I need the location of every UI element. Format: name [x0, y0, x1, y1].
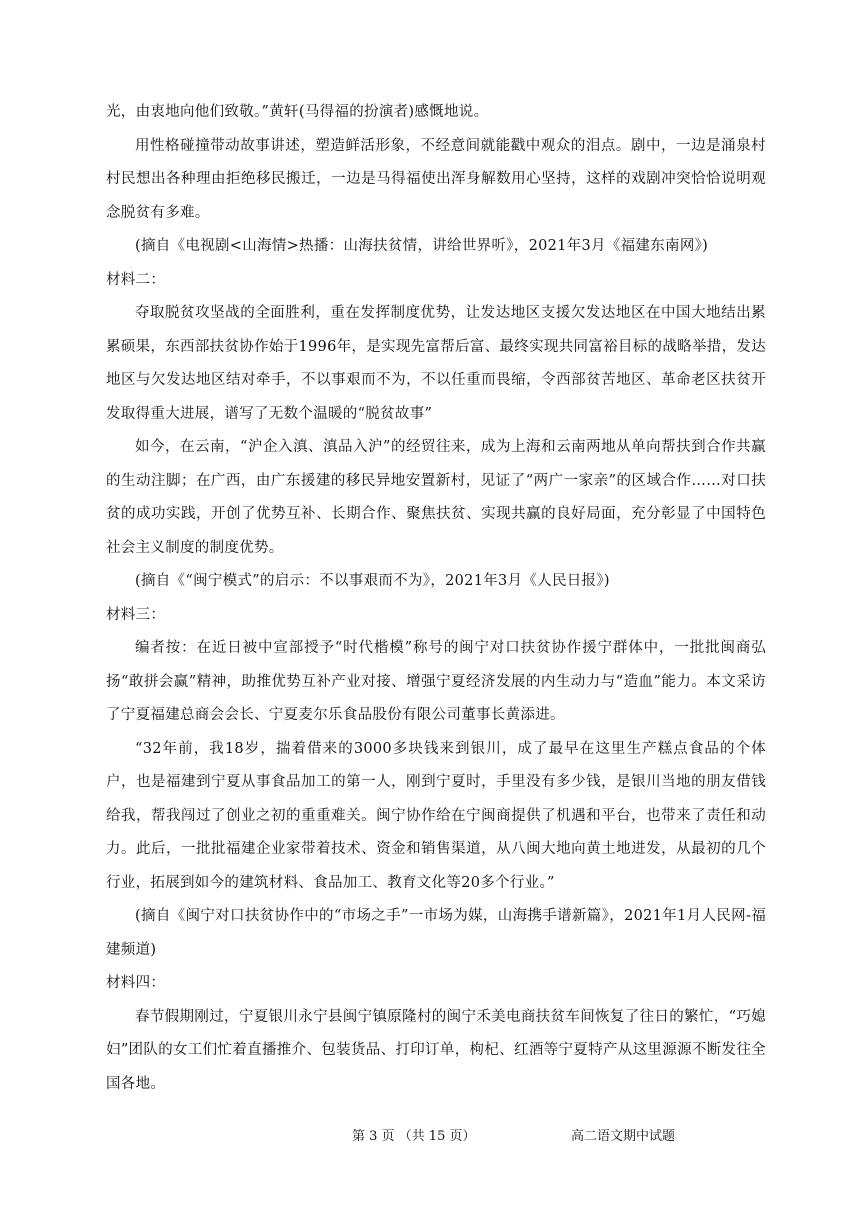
body-paragraph: 春节假期刚过，宁夏银川永宁县闽宁镇原隆村的闽宁禾美电商扶贫车间恢复了往日的繁忙，“巧媳妇”团队的女工们忙着直播推介、包装货品、打印订单，枸杞、红酒等宁夏特产从这里源源不断发往全国各地。 — [106, 1008, 766, 1092]
section-heading-material-4: 材料四： — [106, 975, 166, 991]
quote-paragraph: “32年前，我18岁，揣着借来的3000多块钱来到银川，成了最早在这里生产糕点食品的个体户，也是福建到宁夏从事食品加工的第一人，刚到宁夏时，手里没有多少钱，是银川当地的朋友借钱给我，帮我闯过了创业之初的重重难关。闽宁协作给在宁闽商提供了机遇和平台，也带来了责任和动力。此后，一批批福建企业家带着技术、资金和销售渠道，从八闽大地向黄土地进发，从最初的几个行业，拓展到如今的建筑材料、食品加工、教育文化等20多个行业。” — [106, 740, 766, 891]
page-number: 第 3 页 （共 15 页） — [352, 1129, 476, 1144]
section-heading-material-3: 材料三： — [106, 606, 166, 623]
source-citation: (摘自《闽宁对口扶贫协作中的“市场之手”一市场为媒，山海携手谱新篇》，2021年1月人民网-福建频道) — [106, 908, 766, 958]
body-paragraph: 用性格碰撞带动故事讲述，塑造鲜活形象，不经意间就能戳中观众的泪点。剧中，一边是涌泉村村民想出各种理由拒绝移民搬迁，一边是马得福使出浑身解数用心坚持，这样的戏剧冲突恰恰说明观念脱贫有多难。 — [106, 137, 766, 221]
section-heading-material-2: 材料二： — [106, 271, 166, 288]
editor-note-paragraph: 编者按：在近日被中宣部授予“时代楷模”称号的闽宁对口扶贫协作援宁群体中，一批批闽商弘扬“敢拼会赢”精神，助推优势互补产业对接、增强宁夏经济发展的内生动力与“造血”能力。本文采访了宁夏福建总商会会长、宁夏麦尔乐食品股份有限公司董事长黄添进。 — [106, 640, 766, 723]
body-paragraph: 夺取脱贫攻坚战的全面胜利，重在发挥制度优势，让发达地区支援欠发达地区在中国大地结出累累硕果，东西部扶贫协作始于1996年，是实现先富帮后富、最终实现共同富裕目标的战略举措，发达地区与欠发达地区结对牵手，不以事艰而不为，不以任重而畏缩，令西部贫苦地区、革命老区扶贫开发取得重大进展，谱写了无数个温暖的“脱贫故事” — [106, 305, 766, 422]
document-title: 高二语文期中试题 — [571, 1129, 676, 1144]
source-citation: (摘自《“闽宁模式”的启示：不以事艰而不为》，2021年3月《人民日报》) — [135, 573, 610, 589]
paragraph-continued: 光，由衷地向他们致敬。”黄轩(马得福的扮演者)感慨地说。 — [106, 104, 489, 120]
body-paragraph: 如今，在云南，“沪企入滇、滇品入沪”的经贸往来，成为上海和云南两地从单向帮扶到合作共赢的生动注脚；在广西，由广东援建的移民异地安置新村，见证了“两广一家亲”的区域合作……对口扶贫的成功实践，开创了优势互补、长期合作、聚焦扶贫、实现共赢的良好局面，充分彰显了中国特色社会主义制度的制度优势。 — [106, 439, 766, 556]
source-citation: (摘自《电视剧<山海情>热播：山海扶贫情，讲给世界听》，2021年3月《福建东南网》) — [135, 238, 709, 254]
page-content — [106, 96, 766, 1101]
